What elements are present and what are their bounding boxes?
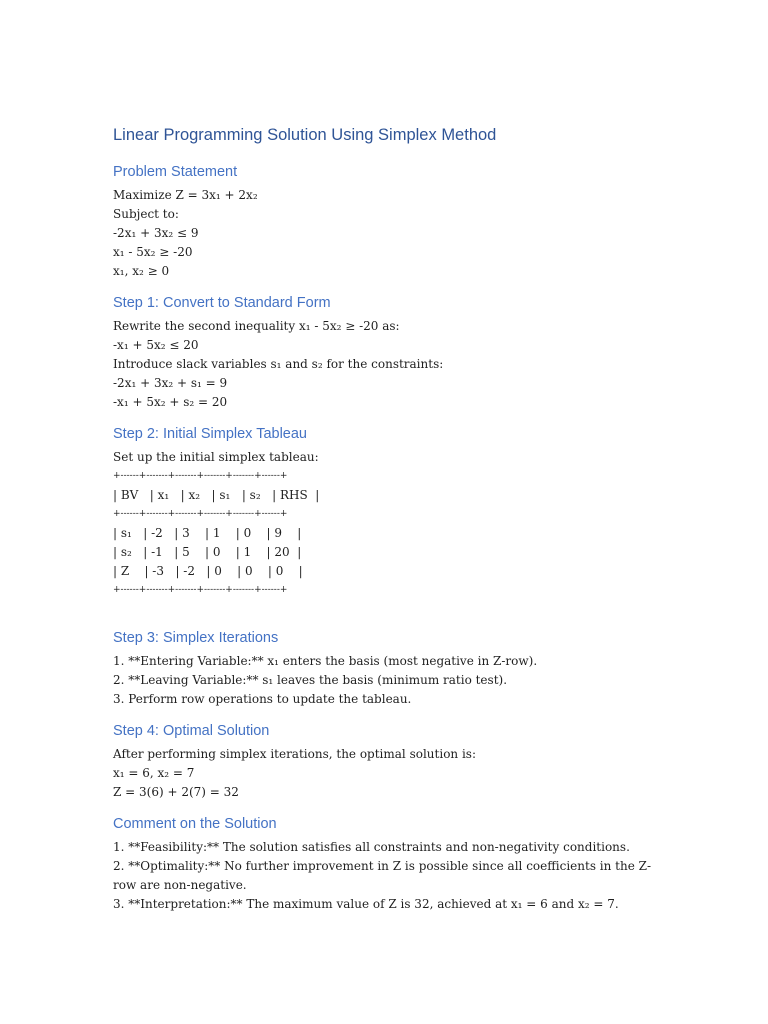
tableau-header-row: | BV | x₁ | x₂ | s₁ | s₂ | RHS | bbox=[113, 488, 320, 502]
step2-section bbox=[113, 424, 673, 616]
step2-intro: Set up the initial simplex tableau: bbox=[113, 450, 319, 464]
problem-line: Subject to: bbox=[113, 207, 179, 221]
step4-section bbox=[113, 721, 673, 802]
step4-heading: Step 4: Optimal Solution bbox=[113, 723, 270, 739]
tableau-row-z: | Z | -3 | -2 | 0 | 0 | 0 | bbox=[113, 564, 303, 578]
step3-line: 1. **Entering Variable:** x₁ enters the basis (most negative in Z-row). bbox=[113, 654, 538, 668]
step1-line: -2x₁ + 3x₂ + s₁ = 9 bbox=[113, 376, 228, 390]
tableau-border-top: +------+-------+-------+-------+-------+------+ bbox=[113, 471, 288, 481]
step4-line: Z = 3(6) + 2(7) = 32 bbox=[113, 785, 239, 799]
document-title: Linear Programming Solution Using Simplex Method bbox=[113, 126, 497, 144]
spacer bbox=[113, 600, 673, 616]
step2-heading: Step 2: Initial Simplex Tableau bbox=[113, 426, 307, 442]
step1-heading: Step 1: Convert to Standard Form bbox=[113, 295, 331, 311]
step4-line: After performing simplex iterations, the optimal solution is: bbox=[113, 747, 476, 761]
step1-line: -x₁ + 5x₂ ≤ 20 bbox=[113, 338, 199, 352]
problem-line: -2x₁ + 3x₂ ≤ 9 bbox=[113, 226, 199, 240]
step1-line: Introduce slack variables s₁ and s₂ for the constraints: bbox=[113, 357, 444, 371]
comment-section bbox=[113, 814, 673, 914]
step3-line: 2. **Leaving Variable:** s₁ leaves the basis (minimum ratio test). bbox=[113, 673, 508, 687]
step1-section bbox=[113, 293, 673, 412]
problem-line: Maximize Z = 3x₁ + 2x₂ bbox=[113, 188, 258, 202]
comment-line: 2. **Optimality:** No further improvement in Z is possible since all coefficients in the Z-row are non-negative. bbox=[113, 859, 652, 892]
problem-heading: Problem Statement bbox=[113, 164, 238, 180]
step4-line: x₁ = 6, x₂ = 7 bbox=[113, 766, 195, 780]
problem-line: x₁ - 5x₂ ≥ -20 bbox=[113, 245, 193, 259]
problem-line: x₁, x₂ ≥ 0 bbox=[113, 264, 170, 278]
step3-heading: Step 3: Simplex Iterations bbox=[113, 630, 279, 646]
tableau-row-s1: | s₁ | -2 | 3 | 1 | 0 | 9 | bbox=[113, 526, 302, 540]
comment-heading: Comment on the Solution bbox=[113, 816, 277, 832]
comment-line: 1. **Feasibility:** The solution satisfies all constraints and non-negativity conditions. bbox=[113, 840, 630, 854]
step3-line: 3. Perform row operations to update the tableau. bbox=[113, 692, 412, 706]
comment-line: 3. **Interpretation:** The maximum value of Z is 32, achieved at x₁ = 6 and x₂ = 7. bbox=[113, 897, 619, 911]
step3-section bbox=[113, 628, 673, 709]
tableau-border-mid: +------+-------+-------+-------+-------+------+ bbox=[113, 509, 288, 519]
tableau-row-s2: | s₂ | -1 | 5 | 0 | 1 | 20 | bbox=[113, 545, 302, 559]
step1-line: Rewrite the second inequality x₁ - 5x₂ ≥ -20 as: bbox=[113, 319, 400, 333]
tableau-border-bottom: +------+-------+-------+-------+-------+------+ bbox=[113, 585, 288, 595]
document-content bbox=[113, 124, 673, 926]
step1-line: -x₁ + 5x₂ + s₂ = 20 bbox=[113, 395, 228, 409]
problem-section bbox=[113, 162, 673, 281]
